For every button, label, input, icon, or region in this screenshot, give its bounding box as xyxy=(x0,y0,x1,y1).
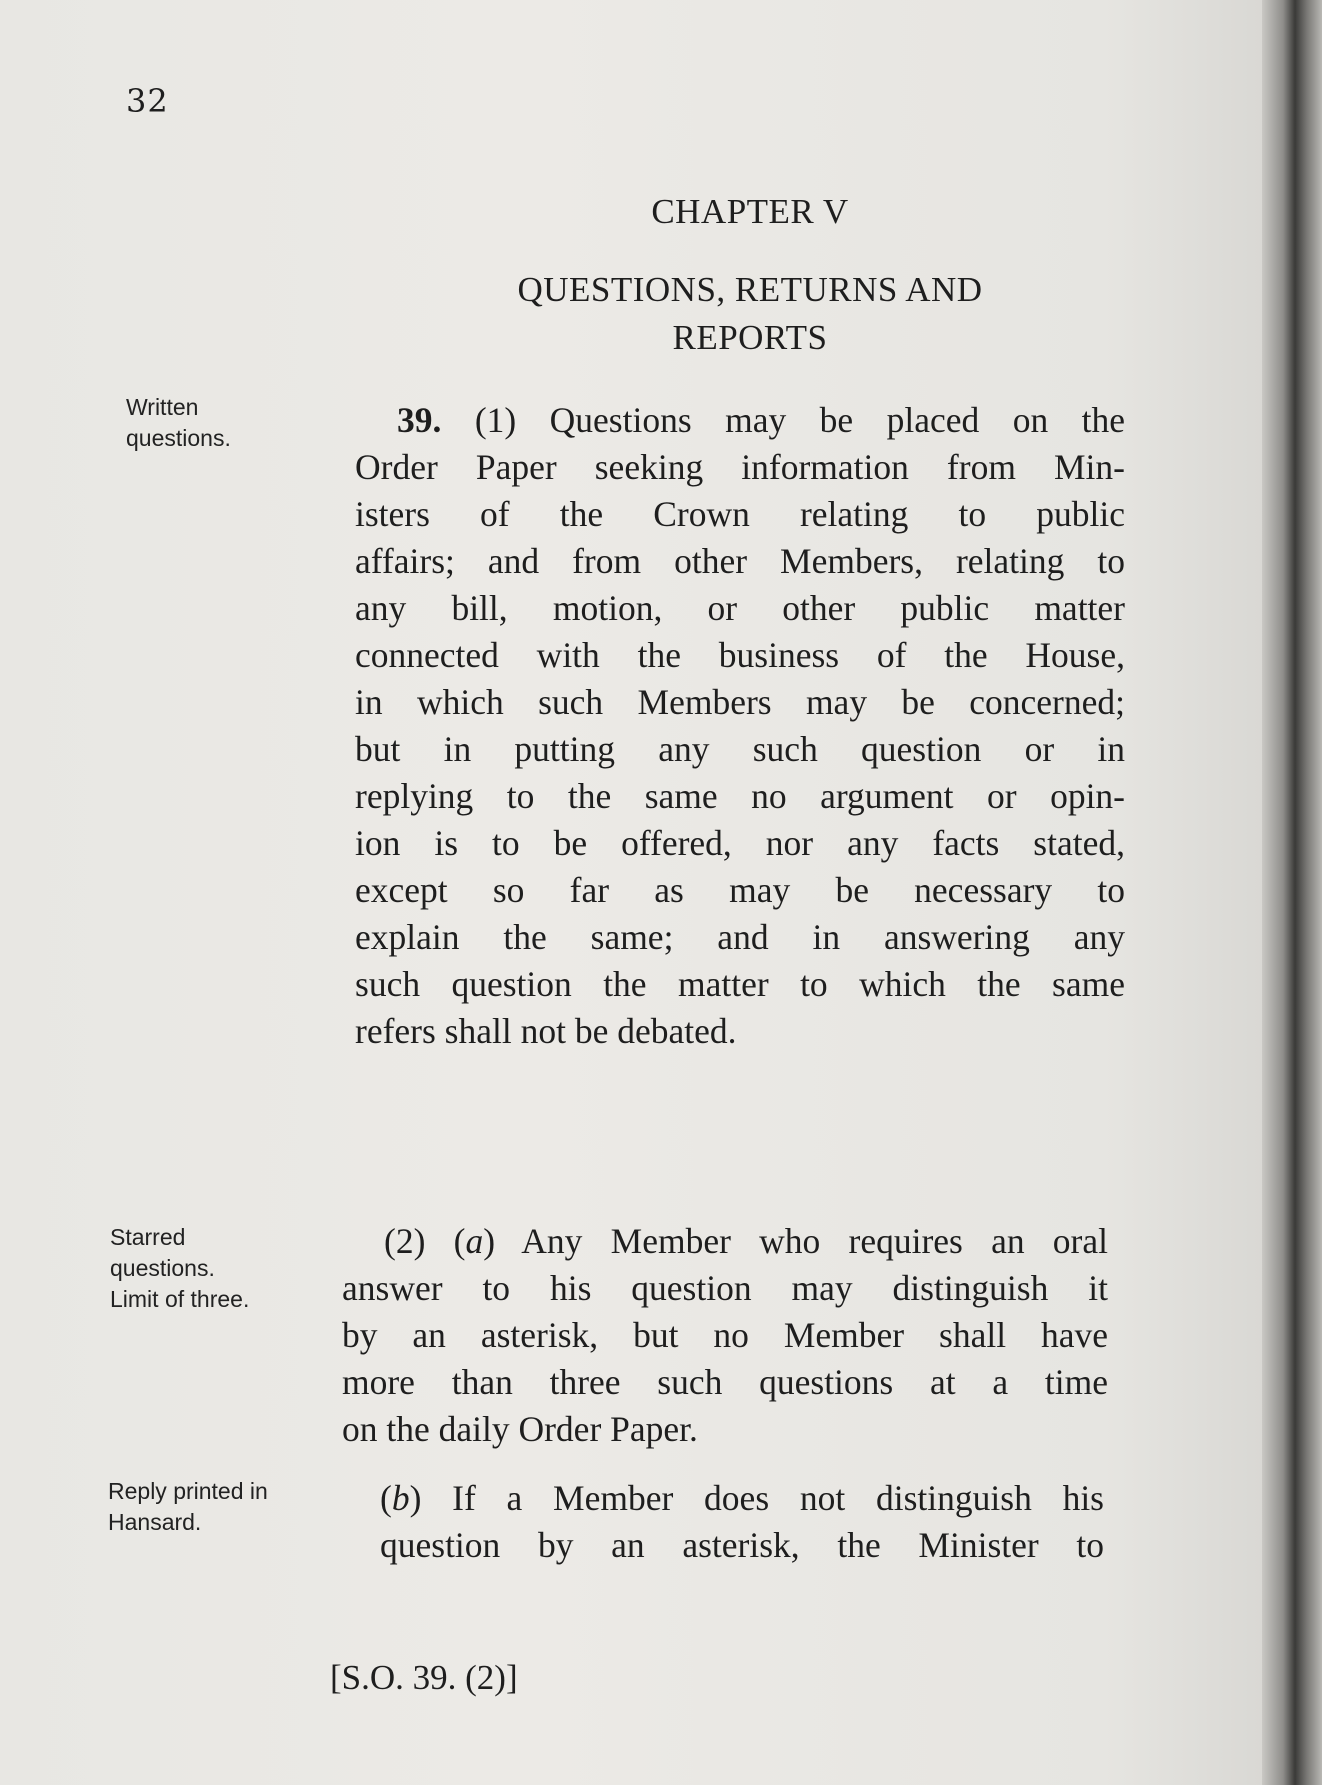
paragraph-line: except so far as may be necessary to xyxy=(355,870,1125,910)
margin-note-reply-printed xyxy=(108,1476,268,1538)
margin-note-line: Limit of three. xyxy=(110,1286,250,1312)
paragraph-line xyxy=(342,1218,1108,1265)
standing-order-reference: [S.O. 39. (2)] xyxy=(330,1658,518,1697)
clause-letter: a xyxy=(465,1221,484,1261)
chapter-title-line-2: REPORTS xyxy=(672,318,828,357)
rule-39-2b-paragraph xyxy=(380,1475,1104,1569)
paragraph-line: isters of the Crown relating to public xyxy=(355,494,1125,534)
margin-note-starred-questions xyxy=(110,1222,249,1315)
paragraph-line-text: Any Member who requires an oral xyxy=(495,1221,1108,1261)
paragraph-line: refers shall not be debated. xyxy=(355,1011,737,1051)
chapter-title-line-1: QUESTIONS, RETURNS AND xyxy=(517,270,983,309)
paragraph-line-text: (1) Questions may be placed on the xyxy=(474,400,1126,440)
rule-39-1-paragraph xyxy=(355,397,1125,1055)
margin-note-line: Written xyxy=(126,394,199,420)
chapter-number: CHAPTER V xyxy=(651,192,849,231)
paragraph-line: ion is to be offered, nor any facts stated, xyxy=(355,823,1125,863)
margin-note-written-questions xyxy=(126,392,231,454)
paragraph-line-text: If a Member does not distinguish his xyxy=(421,1478,1104,1518)
paragraph-line: Order Paper seeking information from Min- xyxy=(355,447,1125,487)
rule-39-2a-paragraph xyxy=(342,1218,1108,1453)
clause-label-close: ) xyxy=(409,1478,422,1518)
clause-label-close: ) xyxy=(483,1221,496,1261)
paragraph-line: answer to his question may distinguish it xyxy=(342,1268,1108,1308)
margin-note-line: Reply printed in xyxy=(108,1478,268,1504)
paragraph-line: such question the matter to which the same xyxy=(355,964,1125,1004)
clause-label-open: (2) ( xyxy=(384,1221,466,1261)
rule-number: 39. xyxy=(397,400,442,440)
book-spine-shadow xyxy=(1262,0,1322,1785)
paragraph-line xyxy=(355,397,1125,444)
paragraph-line: on the daily Order Paper. xyxy=(342,1409,698,1449)
paragraph-line: any bill, motion, or other public matter xyxy=(355,588,1125,628)
paragraph-line: affairs; and from other Members, relating to xyxy=(355,541,1125,581)
paragraph-line: but in putting any such question or in xyxy=(355,729,1125,769)
margin-note-line: questions. xyxy=(126,425,231,451)
paragraph-line: explain the same; and in answering any xyxy=(355,917,1125,957)
clause-letter: b xyxy=(391,1478,410,1518)
paragraph-line: connected with the business of the House, xyxy=(355,635,1125,675)
paragraph-line: question by an asterisk, the Minister to xyxy=(380,1525,1104,1565)
paragraph-line xyxy=(380,1475,1104,1522)
clause-label-open: ( xyxy=(380,1478,392,1518)
paragraph-line: replying to the same no argument or opin- xyxy=(355,776,1125,816)
margin-note-line: Hansard. xyxy=(108,1509,202,1535)
page-number: 32 xyxy=(126,82,169,120)
paragraph-line: more than three such questions at a time xyxy=(342,1362,1108,1402)
margin-note-line: Starred xyxy=(110,1224,186,1250)
margin-note-line: questions. xyxy=(110,1255,215,1281)
paragraph-line: by an asterisk, but no Member shall have xyxy=(342,1315,1108,1355)
paragraph-line: in which such Members may be concerned; xyxy=(355,682,1125,722)
